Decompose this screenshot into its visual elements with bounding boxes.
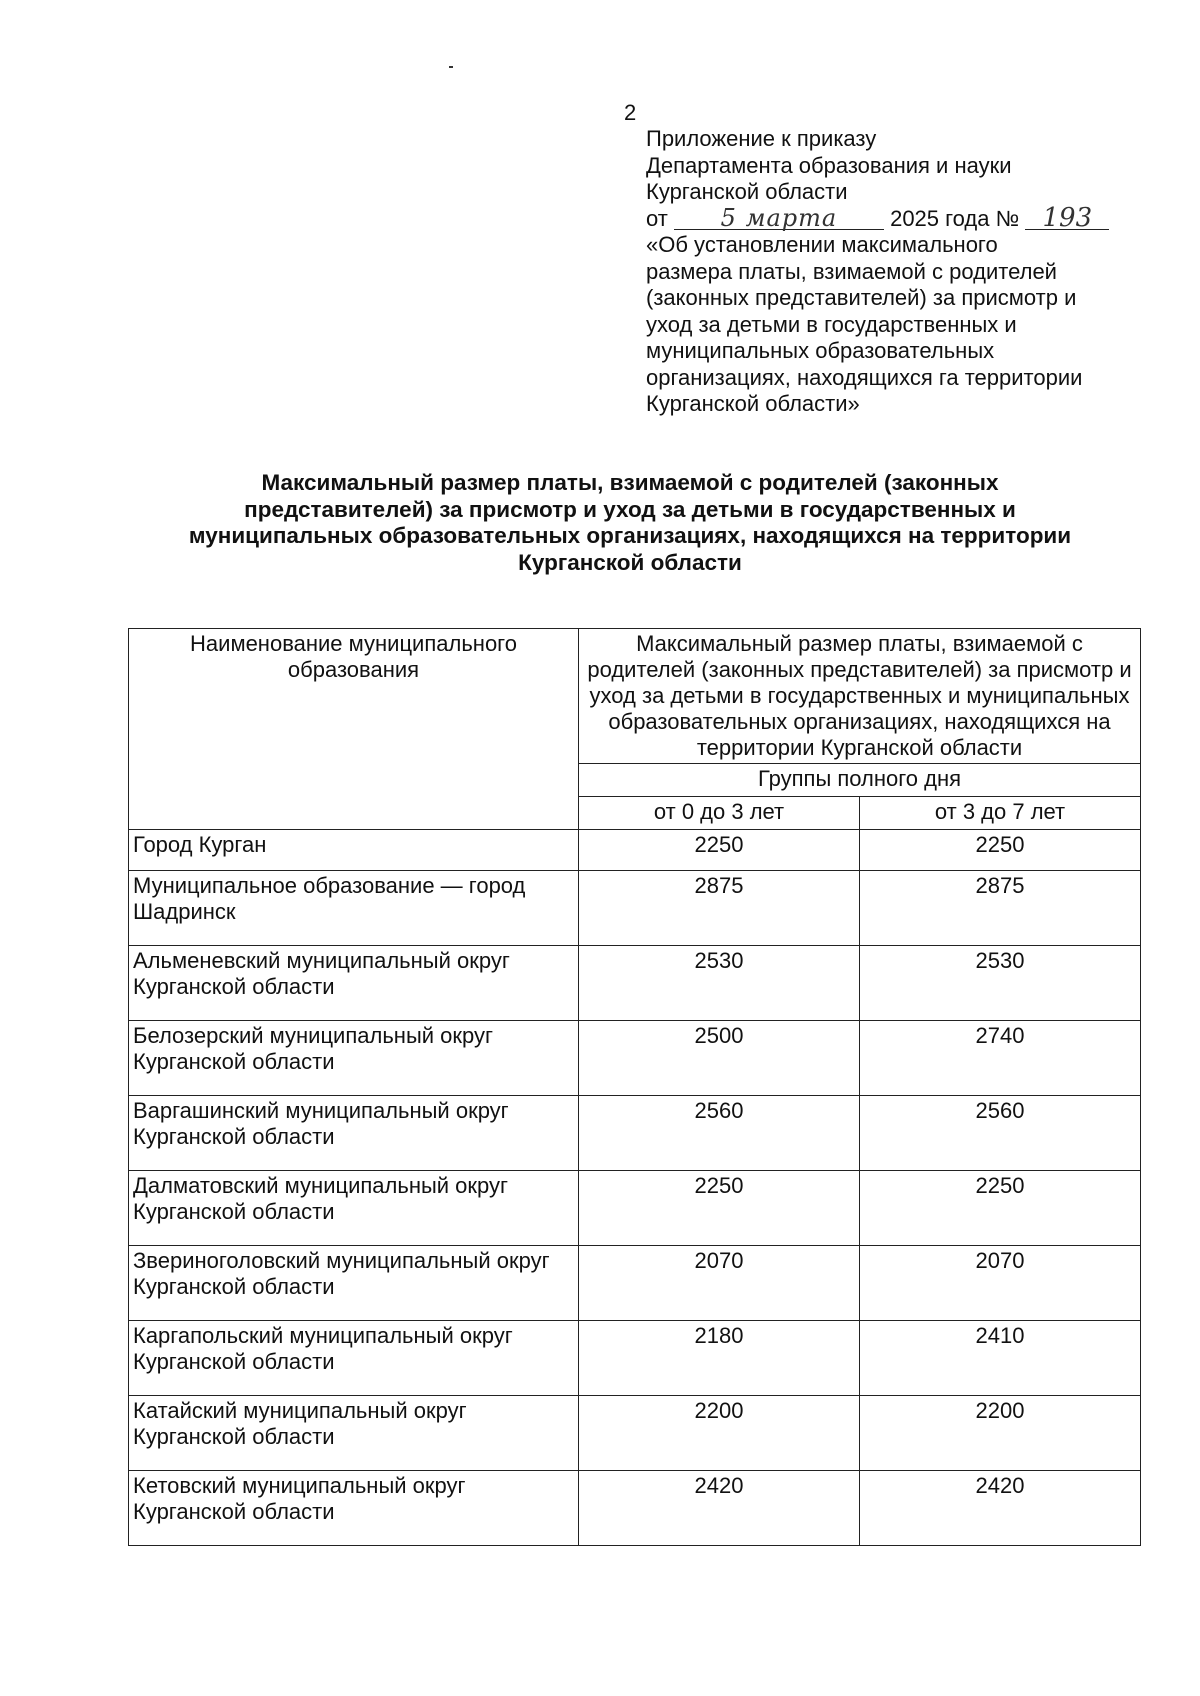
year-text: 2025 года №: [890, 205, 1020, 231]
row-municipality-name: Белозерский муниципальный округ Курганской области: [129, 1021, 579, 1096]
row-fee-age-3-7: 2560: [860, 1096, 1141, 1171]
row-fee-age-3-7: 2740: [860, 1021, 1141, 1096]
header-max-fee: Максимальный размер платы, взимаемой с родителей (законных представителей) за присмотр и уход за детьми в государственных и муниципальных образовательных организациях, находящихся на территории Курганской области: [579, 629, 1141, 764]
appendix-line-1: Приложение к приказу: [646, 126, 877, 151]
subject-line-5: муниципальных образовательных: [646, 338, 995, 363]
row-municipality-name: Варгашинский муниципальный округ Курганской области: [129, 1096, 579, 1171]
fee-table: [128, 628, 1141, 1546]
subject-line-1: «Об установлении максимального: [646, 232, 998, 257]
scan-speck: [449, 66, 453, 68]
row-fee-age-0-3: 2250: [579, 1171, 860, 1246]
row-fee-age-3-7: 2200: [860, 1396, 1141, 1471]
header-age-3-7: от 3 до 7 лет: [860, 797, 1141, 830]
subject-line-7: Курганской области»: [646, 391, 860, 416]
subject-line-3: (законных представителей) за присмотр и: [646, 285, 1077, 310]
table-row: [129, 1471, 1141, 1546]
row-fee-age-0-3: 2875: [579, 871, 860, 946]
row-fee-age-3-7: 2530: [860, 946, 1141, 1021]
row-fee-age-3-7: 2070: [860, 1246, 1141, 1321]
table-row: [129, 1096, 1141, 1171]
row-municipality-name: Каргапольский муниципальный округ Курганской области: [129, 1321, 579, 1396]
row-fee-age-0-3: 2070: [579, 1246, 860, 1321]
row-municipality-name: Далматовский муниципальный округ Курганской области: [129, 1171, 579, 1246]
page-number: 2: [624, 100, 637, 125]
appendix-line-2: Департамента образования и науки: [646, 152, 1012, 178]
table-row: [129, 1396, 1141, 1471]
row-fee-age-0-3: 2250: [579, 830, 860, 871]
table-row: [129, 871, 1141, 946]
date-prefix: от: [646, 205, 668, 231]
row-fee-age-0-3: 2180: [579, 1321, 860, 1396]
row-municipality-name: Катайский муниципальный округ Курганской области: [129, 1396, 579, 1471]
handwritten-date: 5 марта: [674, 207, 884, 230]
row-fee-age-0-3: 2420: [579, 1471, 860, 1546]
row-municipality-name: Звериноголовский муниципальный округ Курганской области: [129, 1246, 579, 1321]
row-municipality-name: Муниципальное образование — город Шадринск: [129, 871, 579, 946]
title-line-4: Курганской области: [518, 549, 742, 575]
subject-line-2: размера платы, взимаемой с родителей: [646, 258, 1057, 284]
appendix-block: [646, 126, 1166, 418]
row-municipality-name: Город Курган: [129, 830, 579, 871]
row-municipality-name: Кетовский муниципальный округ Курганской области: [129, 1471, 579, 1546]
row-fee-age-0-3: 2530: [579, 946, 860, 1021]
table-row: [129, 1171, 1141, 1246]
document-title: [130, 470, 1130, 576]
row-fee-age-3-7: 2875: [860, 871, 1141, 946]
row-fee-age-0-3: 2500: [579, 1021, 860, 1096]
subject-line-4: уход за детьми в государственных и: [646, 311, 1017, 337]
header-age-0-3: от 0 до 3 лет: [579, 797, 860, 830]
table-row: [129, 1321, 1141, 1396]
subject-line-6: организациях, находящихся га территории: [646, 364, 1083, 390]
row-fee-age-0-3: 2560: [579, 1096, 860, 1171]
title-line-3: муниципальных образовательных организациях, находящихся на территории: [188, 523, 1072, 548]
row-fee-age-0-3: 2200: [579, 1396, 860, 1471]
row-municipality-name: Альменевский муниципальный округ Курганской области: [129, 946, 579, 1021]
title-line-1: Максимальный размер платы, взимаемой с родителей (законных: [261, 470, 999, 495]
header-municipality: Наименование муниципального образования: [129, 629, 579, 830]
table-row: [129, 1021, 1141, 1096]
appendix-date-line: [646, 202, 1166, 233]
header-full-day-groups: Группы полного дня: [579, 764, 1141, 797]
appendix-line-3: Курганской области: [646, 179, 848, 204]
table-row: [129, 946, 1141, 1021]
handwritten-order-number: 193: [1025, 207, 1109, 230]
table-header-row: [129, 629, 1141, 764]
title-line-2: представителей) за присмотр и уход за детьми в государственных и: [244, 496, 1016, 522]
row-fee-age-3-7: 2410: [860, 1321, 1141, 1396]
table-row: [129, 830, 1141, 871]
row-fee-age-3-7: 2250: [860, 830, 1141, 871]
row-fee-age-3-7: 2420: [860, 1471, 1141, 1546]
table-row: [129, 1246, 1141, 1321]
row-fee-age-3-7: 2250: [860, 1171, 1141, 1246]
